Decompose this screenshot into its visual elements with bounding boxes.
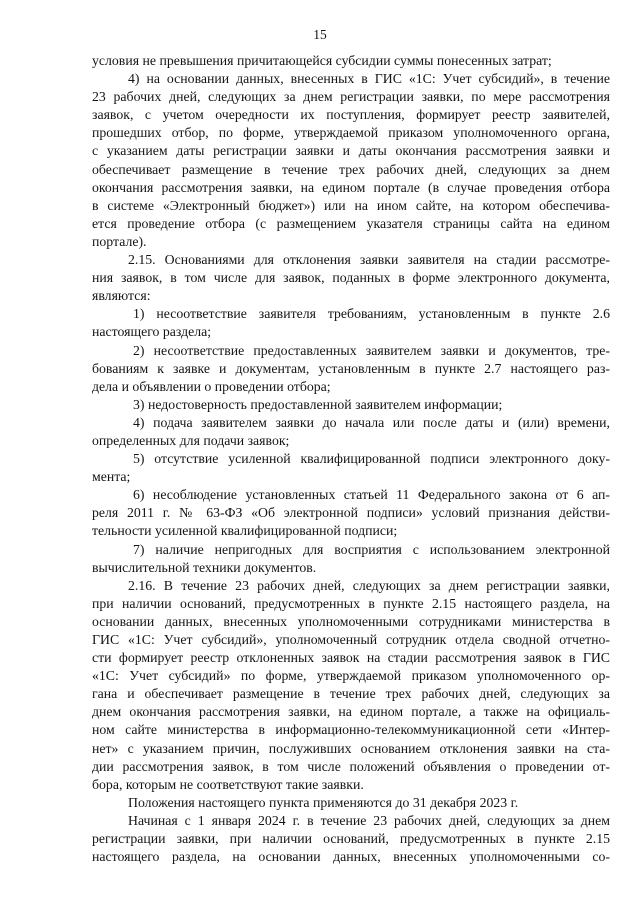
text-line: 1) несоответствие заявителя требованиям, установленным в пункте 2.6 [133, 306, 610, 322]
text-line: условия не превышения причитающейся субсидии суммы понесенных затрат; [92, 53, 552, 68]
text-line: реля 2011 г. № 63-ФЗ «Об электронной подписи» условий признания действи- [92, 505, 610, 521]
text-line: 6) несоблюдение установленных статьей 11 Федерального закона от 6 ап- [133, 487, 610, 503]
text-line: при наличии оснований, предусмотренных в пункте 2.15 настоящего раздела, на [92, 595, 610, 611]
text-line: окончания рассмотрения заявки, на едином портале (в случае проведения отбора [92, 179, 610, 195]
text-line: ном сайте министерства в информационно-телекоммуникационной сети «Интер- [92, 722, 610, 738]
text-line: 23 рабочих дней, следующих за днем регистрации заявки, по мере рассмотрения [92, 89, 610, 105]
document-body [92, 52, 610, 866]
text-line: обеспечивает размещение в течение трех рабочих дней, следующих за днем [92, 161, 610, 177]
text-line: настоящего раздела, на основании данных, внесенных уполномоченными со- [92, 849, 610, 865]
text-line: дии рассмотрения заявок, в том числе положений объявления о проведении от- [92, 758, 610, 774]
text-line: «1С: Учет субсидий» по форме, утверждаемой приказом уполномоченного ор- [92, 668, 610, 684]
text-line: 4) подача заявителем заявки до начала или после даты и (или) времени, [133, 414, 610, 430]
text-line: 3) недостоверность предоставленной заявителем информации; [133, 396, 503, 412]
text-line: 5) отсутствие усиленной квалифицированной подписи электронного доку- [133, 451, 610, 467]
text-line: мента; [92, 469, 131, 485]
text-line: Положения настоящего пункта применяются до 31 декабря 2023 г. [128, 794, 519, 810]
text-line: определенных для подачи заявок; [92, 432, 290, 448]
text-line: тельности усиленной квалифицированной подписи; [92, 523, 398, 539]
text-line: с указанием даты регистрации заявки и даты окончания рассмотрения заявки и [92, 143, 610, 159]
text-line: 2.16. В течение 23 рабочих дней, следующих за днем регистрации заявки, [128, 577, 610, 593]
text-line: настоящего раздела; [92, 324, 212, 340]
text-line: сти формирует реестр отклоненных заявок на стадии рассмотрения заявок в ГИС [92, 650, 610, 666]
text-line: регистрации заявки, при наличии оснований, предусмотренных в пункте 2.15 [92, 831, 610, 847]
text-line: бора, которым не соответствуют такие заявки. [92, 776, 364, 792]
text-line: Начиная с 1 января 2024 г. в течение 23 рабочих дней, следующих за днем [128, 812, 610, 828]
text-line: ГИС «1С: Учет субсидий», уполномоченный сотрудник отдела сводной отчетно- [92, 632, 610, 647]
text-line: нет» с указанием причин, послуживших основанием отклонения заявки на ста- [92, 740, 610, 756]
text-line: вычислительной техники документов. [92, 559, 317, 575]
text-line: ется проведение отбора (с размещением указателя страницы сайта на едином [92, 215, 610, 231]
text-line: 2) несоответствие предоставленных заявителем заявки и документов, тре- [133, 342, 610, 358]
text-line: прошедших отбор, по форме, утверждаемой приказом уполномоченного органа, [92, 125, 610, 141]
page-number: 15 [313, 27, 327, 42]
text-line: ния заявок, в том числе для заявок, поданных в форме электронного документа, [92, 270, 610, 286]
text-line: гана и обеспечивает размещение в течение трех рабочих дней, следующих за [92, 686, 610, 702]
text-line: 7) наличие непригодных для восприятия с использованием электронной [133, 541, 610, 557]
text-line: бованиям к заявке и документам, установленным в пункте 2.7 настоящего раз- [92, 360, 610, 376]
text-line: 2.15. Основаниями для отклонения заявки заявителя на стадии рассмотре- [128, 252, 610, 268]
text-line: дела и объявлении о проведении отбора; [92, 378, 331, 394]
text-line: 4) на основании данных, внесенных в ГИС «1С: Учет субсидий», в течение [128, 71, 610, 87]
text-line: заявок, с учетом очередности их поступления, формирует реестр заявителей, [92, 107, 610, 123]
text-line: днем окончания рассмотрения заявки, на едином портале, а также на официаль- [92, 704, 610, 720]
text-line: являются: [92, 288, 151, 304]
text-line: основании данных, внесенных уполномоченными сотрудниками министерства в [92, 613, 610, 629]
text-line: в системе «Электронный бюджет») или на ином сайте, на котором обеспечива- [92, 197, 610, 213]
text-line: портале). [92, 233, 147, 249]
